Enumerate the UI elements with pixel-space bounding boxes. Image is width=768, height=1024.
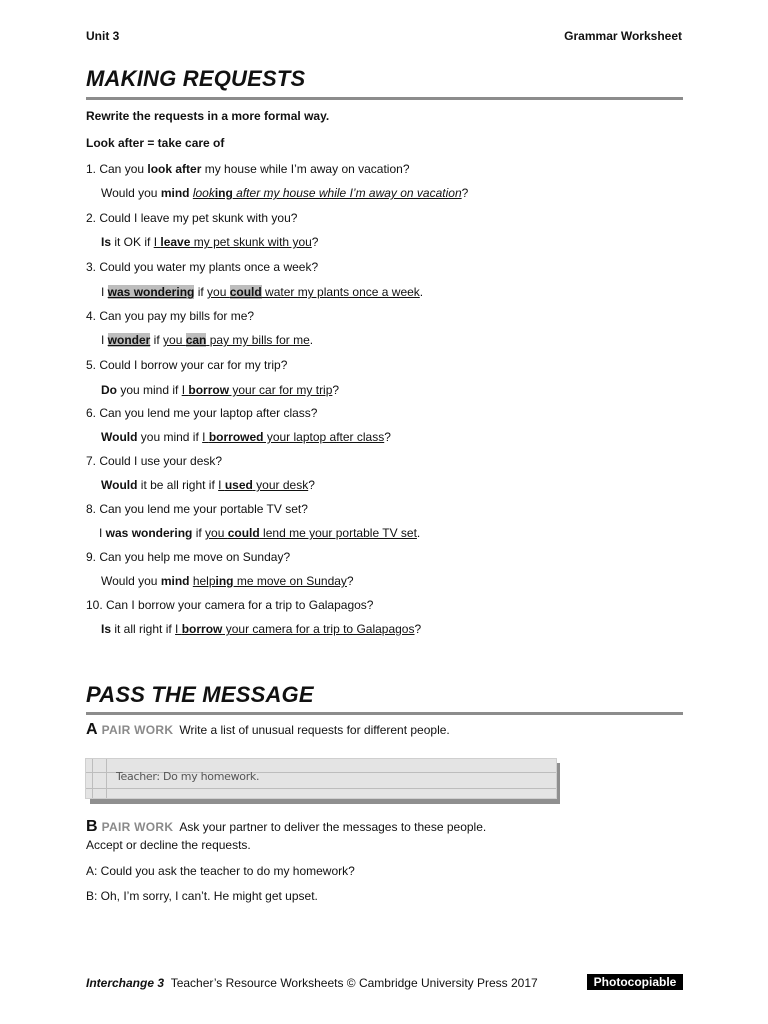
answer-3: I was wondering if you could water my plants once a week.	[101, 285, 424, 299]
exercise-a-instruction: Write a list of unusual requests for different people.	[179, 723, 450, 737]
answer-1: Would you mind looking after my house while I’m away on vacation?	[101, 186, 469, 200]
section-title-pass-the-message: PASS THE MESSAGE	[86, 682, 314, 707]
answer-10: Is it all right if I borrow your camera for a trip to Galapagos?	[101, 622, 422, 636]
footer-credit	[86, 976, 538, 990]
exercise-a	[86, 721, 450, 739]
exercise-letter-a: A	[86, 721, 98, 738]
question-8: 8. Can you lend me your portable TV set?	[86, 502, 308, 516]
dialog-line-a: A: Could you ask the teacher to do my homework?	[86, 864, 355, 878]
answer-8: I was wondering if you could lend me your portable TV set.	[99, 526, 421, 540]
answer-6: Would you mind if I borrowed your laptop after class?	[101, 430, 391, 444]
example-note-text: Teacher: Do my homework.	[116, 770, 260, 783]
exercise-b	[86, 818, 486, 836]
worksheet-type: Grammar Worksheet	[564, 29, 682, 43]
question-9: 9. Can you help me move on Sunday?	[86, 550, 291, 564]
photocopiable-badge: Photocopiable	[587, 974, 683, 990]
unit-label: Unit 3	[86, 29, 120, 43]
question-7: 7. Could I use your desk?	[86, 454, 223, 468]
footer-text: Teacher’s Resource Worksheets © Cambridge University Press 2017	[170, 976, 538, 990]
question-5: 5. Could I borrow your car for my trip?	[86, 358, 288, 372]
answer-2: Is it OK if I leave my pet skunk with you?	[101, 235, 319, 249]
pair-work-label-b: PAIR WORK	[101, 820, 174, 834]
section-title-making-requests: MAKING REQUESTS	[86, 66, 306, 91]
instruction: Rewrite the requests in a more formal way.	[86, 109, 330, 123]
question-4: 4. Can you pay my bills for me?	[86, 309, 255, 323]
exercise-letter-b: B	[86, 818, 98, 835]
example-note-box	[85, 758, 557, 799]
question-2: 2. Could I leave my pet skunk with you?	[86, 211, 298, 225]
section-divider	[86, 97, 683, 100]
question-3: 3. Could you water my plants once a week?	[86, 260, 319, 274]
exercise-b-instruction: Ask your partner to deliver the messages to these people.	[179, 820, 487, 834]
answer-5: Do you mind if I borrow your car for my trip?	[101, 383, 340, 397]
question-10: 10. Can I borrow your camera for a trip to Galapagos?	[86, 598, 374, 612]
dialog-line-b: B: Oh, I’m sorry, I can’t. He might get upset.	[86, 889, 318, 903]
question-6: 6. Can you lend me your laptop after class?	[86, 406, 318, 420]
vocab-note: Look after = take care of	[86, 136, 225, 150]
answer-7: Would it be all right if I used your desk?	[101, 478, 315, 492]
answer-9: Would you mind helping me move on Sunday?	[101, 574, 354, 588]
pair-work-label: PAIR WORK	[101, 723, 174, 737]
footer-brand: Interchange 3	[86, 976, 165, 990]
question-1: 1. Can you look after my house while I’m away on vacation?	[86, 162, 410, 176]
section-divider-2	[86, 712, 683, 715]
answer-4: I wonder if you can pay my bills for me.	[101, 333, 314, 347]
exercise-b-instruction-2: Accept or decline the requests.	[86, 838, 251, 852]
